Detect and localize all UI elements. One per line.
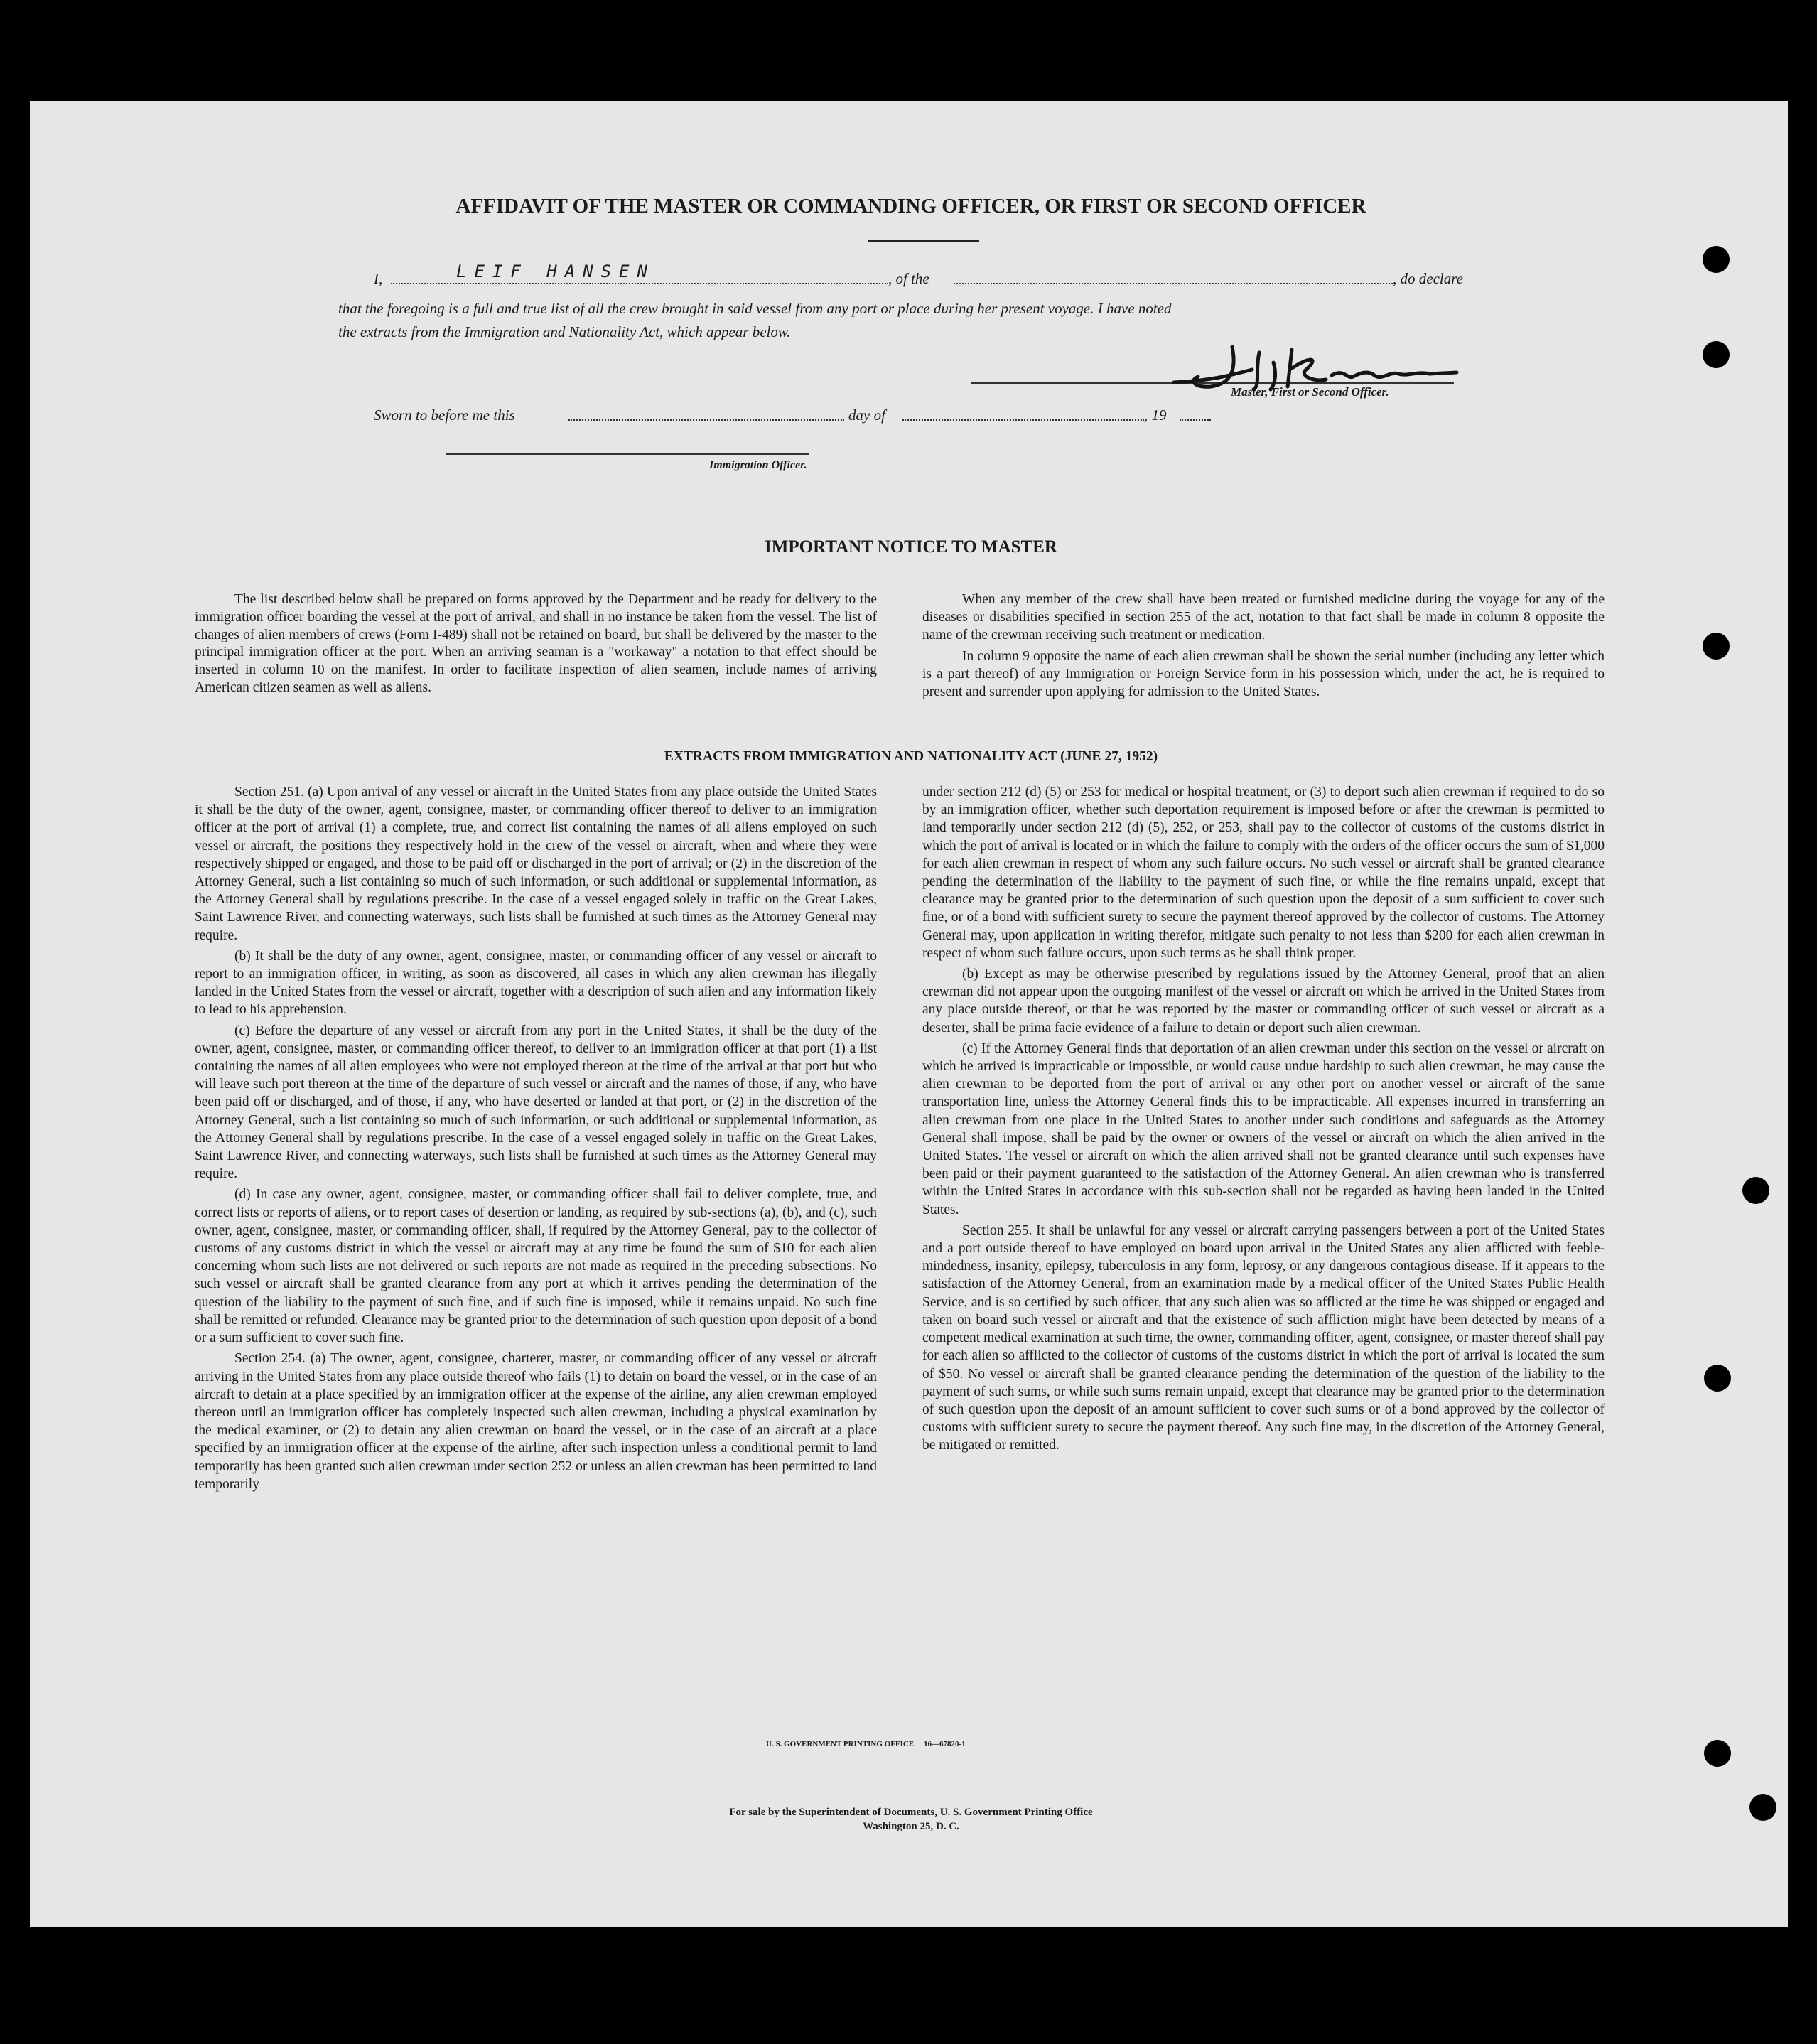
master-caption: Master, First or Second Officer. <box>1231 385 1389 399</box>
affidavit-pronoun: I, <box>374 270 383 287</box>
of-the-label: , of the <box>888 270 929 287</box>
extracts-left-column <box>195 783 877 1496</box>
printing-office-line: U. S. GOVERNMENT PRINTING OFFICE 16—67820-1 <box>766 1740 966 1748</box>
notice-left-paragraph: The list described below shall be prepared on forms approved by the Department and be ready for delivery to the immigration officer boarding the vessel at the port of arrival, and shall in no instance be taken from the vessel. The list of changes of alien members of crews (Form I-489) shall not be retained on board, but shall be delivered by the master to the principal immigration officer at the port. When an arriving seaman is a "workaway" a notation to that effect should be inserted in column 10 on the manifest. In order to facilitate inspection of alien seamen, include names of arriving American citizen seamen as well as aliens. <box>195 592 877 695</box>
notice-title: IMPORTANT NOTICE TO MASTER <box>765 537 1057 556</box>
section-254b: (b) Except as may be otherwise prescribed by regulations issued by the Attorney General, proof that an alien crewman did not appear upon the outgoing manifest of the vessel or aircraft on which he arrived in the United States from any place outside thereof, or that he was reported by the master or commanding officer of such vessel or aircraft as a deserter, shall be prima facie evidence of a failure to detain or deport such alien crewman. <box>922 967 1605 1036</box>
punch-hole <box>1703 633 1730 660</box>
punch-hole <box>1703 341 1730 368</box>
name-line <box>391 283 888 284</box>
day-of-label: day of <box>848 407 885 424</box>
vessel-line <box>954 283 1393 284</box>
notice-right-column <box>922 591 1605 701</box>
document-page <box>30 101 1788 1927</box>
notice-right-paragraph-1: When any member of the crew shall have been treated or furnished medicine during the voyage for any of the diseases or disabilities specified in section 255 of the act, notation to that fact shall be made in column 8 opposite the name of the crewman receiving such treatment or medication. <box>922 592 1605 642</box>
extracts-title: EXTRACTS FROM IMMIGRATION AND NATIONALITY ACT (JUNE 27, 1952) <box>664 749 1158 764</box>
section-255: Section 255. It shall be unlawful for any vessel or aircraft carrying passengers between a port of the United States and a port outside thereof to have employed on board upon arrival in the United States any alien afflicted with feeble-mindedness, insanity, epilepsy, tuberculosis in any form, leprosy, or any dangerous contagious disease. If it appears to the satisfaction of the Attorney General, from an examination made by a medical officer of the United States Public Health Service, and is so certified by such officer, that any such alien was so afflicted at the time he was shipped or engaged and taken on board such vessel or aircraft and that the existence of such affliction might have been detected by means of a competent medical examination at such time, the owner, commanding officer, agent, consignee, or master thereof shall pay for each alien so afflicted to the collector of customs of the customs district in which the port of arrival is located the sum of $50. No vessel or aircraft shall be granted clearance pending the determination of the question of the liability to the payment of such sums, or while such sums remain unpaid, except that clearance may be granted prior to the determination of such question upon the deposit of an amount sufficient to cover such sums or of a bond approved by the collector of customs with sufficient surety to secure the payment thereof. Any such fine may, in the discretion of the Attorney General, be mitigated or remitted. <box>922 1222 1605 1453</box>
sale-line-2: Washington 25, D. C. <box>863 1821 959 1832</box>
punch-hole <box>1704 1740 1731 1767</box>
section-251d: (d) In case any owner, agent, consignee, master, or commanding officer shall fail to deliver complete, true, and correct lists or reports of aliens, or to report cases of desertion or landing, as required by sub-sections (a), (b), and (c), such owner, agent, consignee, master, or commanding officer, shall, if required by the Attorney General, pay to the collector of customs of any customs district in which the vessel or aircraft may at any time be found the sum of $10 for each alien concerning whom such lists are not delivered or such reports are not made as required in the preceding subsections. No such vessel or aircraft shall be granted clearance from any port at which it arrives pending the determination of the question of the liability to the payment of such fine, and if such fine is imposed, while it remains unpaid. No such fine shall be remitted or refunded. Clearance may be granted prior to the determination of such question upon deposit of a bond or a sum sufficient to cover such fine. <box>195 1187 877 1346</box>
section-251c: (c) Before the departure of any vessel or aircraft from any port in the United States, it shall be the duty of the owner, agent, consignee, master, or commanding officer thereof, to deliver to an immigration officer at that port (1) a list containing the names of all alien employees who were not employed thereon at the time of the arrival at that port but who will leave such port thereon at the time of the departure of such vessel or aircraft and the names of those, if any, who have been paid off or discharged, and of those, if any, who have deserted or landed at that port, or (2) in the discretion of the Attorney General, such a list containing so much of such information, or such additional or supplemental information, as the Attorney General shall by regulations prescribe. In the case of a vessel engaged solely in traffic on the Great Lakes, Saint Lawrence River, and connecting waterways, such lists shall be furnished at such times as the Attorney General may require. <box>195 1023 877 1182</box>
notice-right-paragraph-2: In column 9 opposite the name of each alien crewman shall be shown the serial number (including any letter which is a part thereof) of any Immigration or Foreign Service form in his possession which, under the act, he is required to present and surrender upon applying for admission to the United States. <box>922 649 1605 699</box>
section-254c: (c) If the Attorney General finds that deportation of an alien crewman under this section on the vessel or aircraft on which he arrived is impracticable or impossible, or would cause undue hardship to such alien crewman, he may cause the alien crewman to be deported from the port of arrival or any other port on another vessel or aircraft of the same transportation line, unless the Attorney General finds this to be impracticable. All expenses incurred in transferring an alien crewman from one place in the United States to another under such conditions and safeguards as the Attorney General shall impose, shall be paid by the owner or owners of the vessel or aircraft on which the alien arrived in the United States. The vessel or aircraft on which the alien arrived shall not be granted clearance until such expenses have been paid or their payment guaranteed to the satisfaction of the Attorney General. An alien crewman who is transferred within the United States in accordance with this sub-section shall not be regarded as having been landed in the United States. <box>922 1040 1605 1217</box>
sworn-month-line <box>902 419 1144 421</box>
punch-hole <box>1704 1365 1731 1392</box>
sale-line-1: For sale by the Superintendent of Documents, U. S. Government Printing Office <box>729 1807 1093 1818</box>
immigration-officer-line <box>446 453 809 455</box>
do-declare-label: , do declare <box>1393 270 1463 287</box>
struck-officer-text: First or Second Officer. <box>1271 385 1389 399</box>
section-251b: (b) It shall be the duty of any owner, agent, consignee, master, or commanding officer of any vessel or aircraft to report to an immigration officer, in writing, as soon as discovered, all cases in which any alien crewman has illegally landed in the United States from the vessel or aircraft, together with a description of such alien and any information likely to lead to his apprehension. <box>195 948 877 1018</box>
affidavit-line2: that the foregoing is a full and true list of all the crew brought in said vessel from any port or place during her present voyage. I have noted <box>338 300 1172 317</box>
affidavit-title: AFFIDAVIT OF THE MASTER OR COMMANDING OFFICER, OR FIRST OR SECOND OFFICER <box>455 195 1366 217</box>
sworn-day-line <box>568 419 844 421</box>
title-rule <box>868 240 979 242</box>
section-254a: Section 254. (a) The owner, agent, consignee, charterer, master, or commanding officer of any vessel or aircraft arriving in the United States from any place outside thereof who fails (1) to detain on board the vessel, or in the case of an aircraft to detain at a place specified by an immigration officer at the expense of the airline, any alien crewman employed thereon until an immigration officer has completely inspected such alien crewman, including a physical examination by the medical examiner, or (2) to detain any alien crewman on board the vessel, or in the case of an aircraft at a place specified by an immigration officer at the expense of the airline, after such inspection unless a conditional permit to land temporarily has been granted such alien crewman under section 252 or unless an alien crewman has been permitted to land temporarily <box>195 1351 877 1492</box>
punch-hole <box>1742 1177 1769 1204</box>
master-name-handwritten: LEIF HANSEN <box>456 262 655 281</box>
punch-hole <box>1749 1794 1776 1821</box>
sworn-label: Sworn to before me this <box>374 407 515 424</box>
immigration-officer-caption: Immigration Officer. <box>709 459 807 471</box>
affidavit-line3: the extracts from the Immigration and Nationality Act, which appear below. <box>338 323 791 340</box>
section-254a-continued: under section 212 (d) (5) or 253 for medical or hospital treatment, or (3) to deport such alien crewman if required to do so by an immigration officer, whether such deportation requirement is imposed before or after the crewman is permitted to land temporarily under section 212 (d) (5), 252, or 253, shall pay to the collector of customs of the customs district in which the port of arrival is located or in which the failure to comply with the orders of the officer occurs the sum of $1,000 for each alien crewman in respect of whom any such failure occurs. No such vessel or aircraft shall be granted clearance pending the determination of the liability to the payment of such fine, or while the fine remains unpaid, except that clearance may be granted prior to the determination of such question upon the deposit of a sum sufficient to cover such fine, or of a bond with sufficient surety to secure the payment thereof approved by the collector of customs. The Attorney General may, upon application in writing therefor, mitigate such penalty to not less than $200 for each alien crewman in respect of whom such failure occurs, upon such terms as he shall think proper. <box>922 785 1605 961</box>
year-line <box>1180 419 1211 421</box>
punch-hole <box>1703 246 1730 273</box>
extracts-right-column <box>922 783 1605 1458</box>
year-label: , 19 <box>1144 407 1167 424</box>
section-251a: Section 251. (a) Upon arrival of any vessel or aircraft in the United States from any place outside the United States it shall be the duty of the owner, agent, consignee, master, or commanding officer thereof to deliver to an immigration officer at the port of arrival (1) a complete, true, and correct list containing the names of all aliens employed on such vessel or aircraft, the positions they respectively hold in the crew of the vessel or aircraft, when and where they were respectively shipped or engaged, and those to be paid off or discharged in the port of arrival; or (2) in the discretion of the Attorney General, such a list containing so much of such information, or such additional or supplemental information, as the Attorney General shall by regulations prescribe. In the case of a vessel engaged solely in traffic on the Great Lakes, Saint Lawrence River, and connecting waterways, such lists shall be furnished at such times as the Attorney General may require. <box>195 785 877 943</box>
